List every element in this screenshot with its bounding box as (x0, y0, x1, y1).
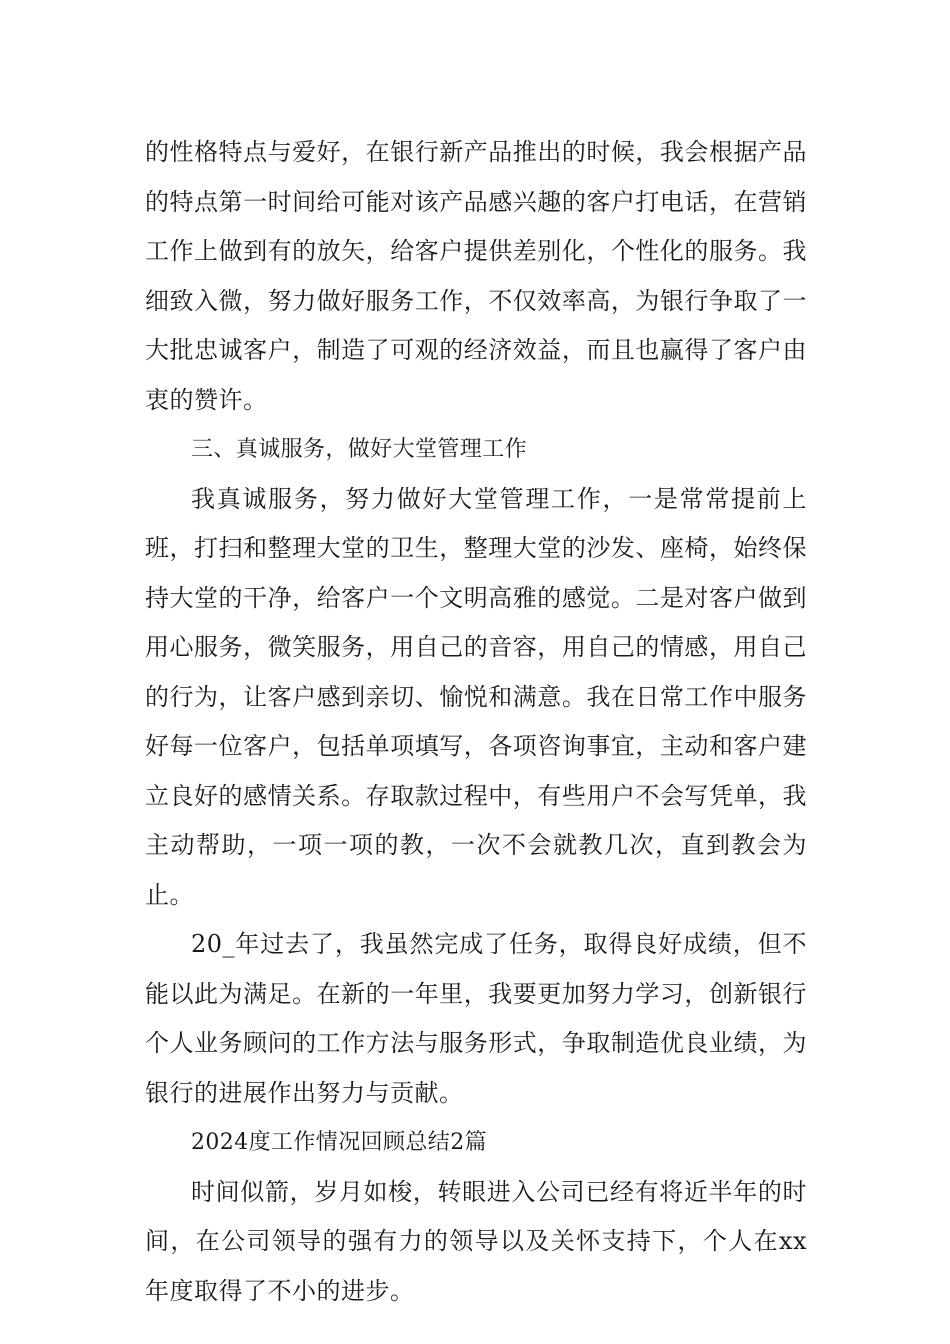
body-paragraph: 时间似箭，岁月如梭，转眼进入公司已经有将近半年的时间，在公司领导的强有力的领导以及关怀支持下，个人在xx年度取得了不小的进步。 (145, 1177, 807, 1305)
document-title-heading: 2024度工作情况回顾总结2篇 (191, 1130, 487, 1155)
section-heading: 三、真诚服务，做好大堂管理工作 (191, 437, 528, 462)
document-page (145, 128, 807, 1316)
body-paragraph: 我真诚服务，努力做好大堂管理工作，一是常常提前上班，打扫和整理大堂的卫生，整理大堂的沙发、座椅，始终保持大堂的干净，给客户一个文明高雅的感觉。二是对客户做到用心服务，微笑服务，用自己的音容，用自己的情感，用自己的行为，让客户感到亲切、愉悦和满意。我在日常工作中服务好每一位客户，包括单项填写，各项咨询事宜，主动和客户建立良好的感情关系。存取款过程中，有些用户不会写凭单，我主动帮助，一项一项的教，一次不会就教几次，直到教会为止。 (145, 484, 807, 909)
body-paragraph: 的性格特点与爱好，在银行新产品推出的时候，我会根据产品的特点第一时间给可能对该产品感兴趣的客户打电话，在营销工作上做到有的放矢，给客户提供差别化，个性化的服务。我细致入微，努力做好服务工作，不仅效率高，为银行争取了一大批忠诚客户，制造了可观的经济效益，而且也赢得了客户由衷的赞许。 (145, 138, 807, 414)
body-paragraph: 20_年过去了，我虽然完成了任务，取得良好成绩，但不能以此为满足。在新的一年里，我要更加努力学习，创新银行个人业务顾问的工作方法与服务形式，争取制造优良业绩，为银行的进展作出努力与贡献。 (145, 930, 807, 1107)
